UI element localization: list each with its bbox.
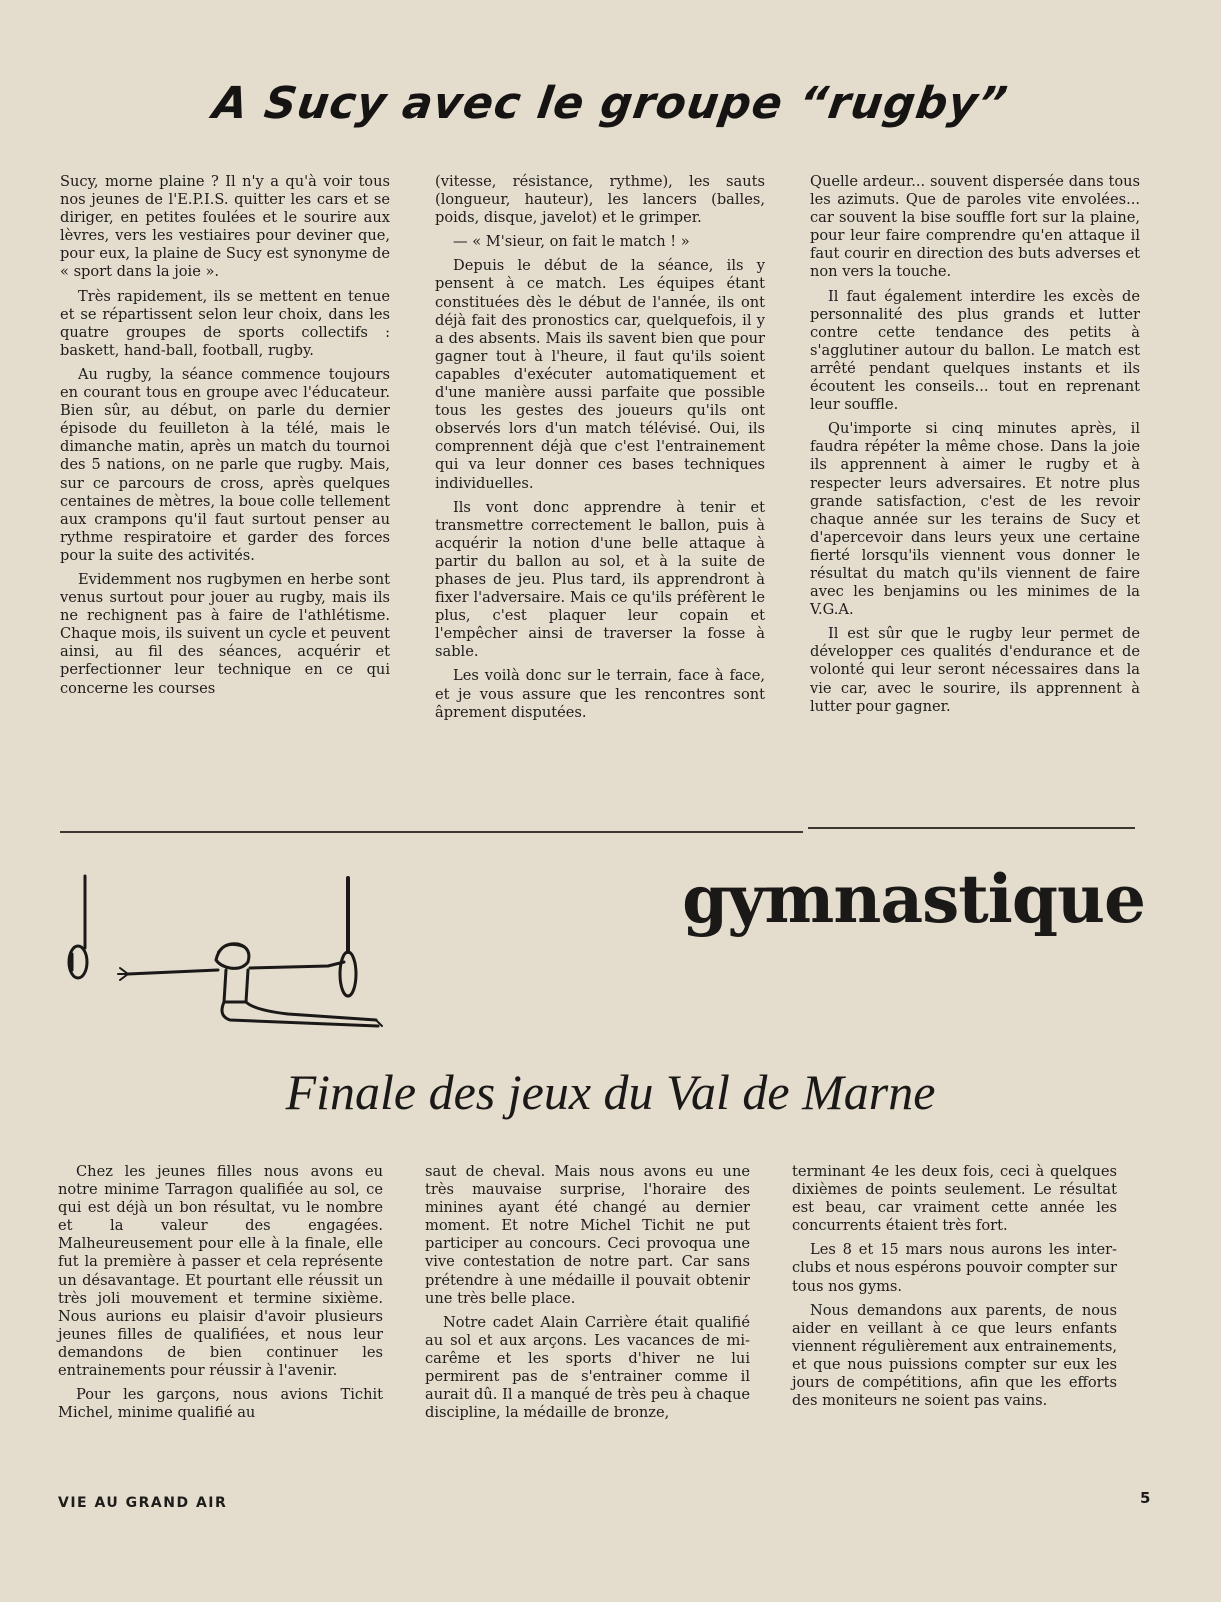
- paragraph: Ils vont donc apprendre à tenir et transmettre correctement le ballon, puis à acquérir la notion d'une belle attaque à partir du ballon au sol, et à la suite de phases de jeu. Plus tard, ils apprendront à fixer l'adversaire. Mais ce qu'ils préfèrent le plus, c'est plaquer leur copain et l'empêcher ainsi de traverser la fosse à sable.: [435, 498, 765, 661]
- paragraph: Pour les garçons, nous avions Tichit Michel, minime qualifié au: [58, 1386, 383, 1422]
- paragraph: Il faut également interdire les excès de personnalité des plus grands et lutter contre cette tendance des petits à s'agglutiner autour du ballon. Le match est arrêté pendant quelques instants et ils écoutent les conseils... tout en reprenant leur souffle.: [810, 287, 1140, 414]
- rugby-title: A Sucy avec le groupe “rugby”: [209, 78, 1012, 129]
- gymnastique-article: [58, 1163, 1153, 1428]
- paragraph: Il est sûr que le rugby leur permet de développer ces qualités d'endurance et de volonté qui leur seront nécessaires dans la vie car, avec le sourire, ils apprennent à lutter pour gagner.: [810, 625, 1140, 715]
- gymnast-rings-icon: [58, 870, 388, 1030]
- rugby-column-2: [435, 173, 765, 728]
- paragraph: Sucy, morne plaine ? Il n'y a qu'à voir tous nos jeunes de l'E.P.I.S. quitter les cars et se diriger, en petites foulées et le sourire aux lèvres, vers les vestiaires pour deviner que, pour eux, la plaine de Sucy est synonyme de « sport dans la joie ».: [60, 173, 390, 281]
- paragraph: Qu'importe si cinq minutes après, il faudra répéter la même chose. Dans la joie ils apprennent à aimer le rugby et à respecter leurs adversaires. Et notre plus grande satisfaction, c'est de les revoir chaque année sur les terains de Sucy et d'apercevoir dans leurs yeux une certaine fierté lorsqu'ils viennent vous donner le résultat du match qu'ils viennent de faire avec les benjamins ou les minimes de la V.G.A.: [810, 420, 1140, 619]
- paragraph: Les 8 et 15 mars nous aurons les inter-clubs et nous espérons pouvoir compter sur tous nos gyms.: [792, 1241, 1117, 1295]
- paragraph: (vitesse, résistance, rythme), les sauts (longueur, hauteur), les lancers (balles, poids, disque, javelot) et le grimper.: [435, 173, 765, 227]
- paragraph: Chez les jeunes filles nous avons eu notre minime Tarragon qualifiée au sol, ce qui est déjà un bon résultat, vu le nombre et la valeur des engagées. Malheureusement pour elle à la finale, elle fut la première à passer et cela représente un désavantage. Et pourtant elle réussit un très joli mouvement et termine sixième. Nous aurions eu plaisir d'avoir plusieurs jeunes filles de qualifiées, et nous leur demandons de bien continuer les entrainements pour réussir à l'avenir.: [58, 1163, 383, 1380]
- paragraph: — « M'sieur, on fait le match ! »: [453, 233, 690, 251]
- paragraph: Les voilà donc sur le terrain, face à face, et je vous assure que les rencontres sont âprement disputées.: [435, 667, 765, 721]
- gym-column-2: [425, 1163, 750, 1428]
- section-divider-right: [808, 827, 1135, 829]
- paragraph: Notre cadet Alain Carrière était qualifié au sol et aux arçons. Les vacances de mi-carême et les sports d'hiver ne lui permirent pas de s'entrainer comme il aurait dû. Il a manqué de très peu à chaque discipline, la médaille de bronze,: [425, 1313, 750, 1422]
- section-divider-left: [60, 831, 803, 833]
- paragraph: Très rapidement, ils se mettent en tenue et se répartissent selon leur choix, dans les quatre groupes de sports collectifs : baskett, hand-ball, football, rugby.: [60, 287, 390, 359]
- page-number: 5: [1140, 1489, 1151, 1507]
- paragraph: terminant 4e les deux fois, ceci à quelques dixièmes de points seulement. Le résultat est beau, car vraiment cette année les concurrents étaient très fort.: [792, 1163, 1117, 1235]
- magazine-name: VIE AU GRAND AIR: [58, 1495, 228, 1511]
- gymnastique-heading: gymnastique: [682, 860, 1145, 938]
- paragraph: Au rugby, la séance commence toujours en courant tous en groupe avec l'éducateur. Bien sûr, au début, on parle du dernier épisode du feuilleton à la télé, mais le dimanche matin, après un match du tournoi des 5 nations, on ne parle que rugby. Mais, sur ce parcours de cross, après quelques centaines de mètres, la boue colle tellement aux crampons qu'il faut surtout penser au rythme respiratoire et garder des forces pour la suite des activités.: [60, 365, 390, 564]
- paragraph: Nous demandons aux parents, de nous aider en veillant à ce que leurs enfants viennent régulièrement aux entrainements, et que nous puissions compter sur eux les jours de compétitions, afin que les efforts des moniteurs ne soient pas vains.: [792, 1301, 1117, 1410]
- rugby-column-1: [60, 173, 390, 728]
- rugby-column-3: [810, 173, 1140, 728]
- paragraph: Evidemment nos rugbymen en herbe sont venus surtout pour jouer au rugby, mais ils ne rechignent pas à faire de l'athlétisme. Chaque mois, ils suivent un cycle et peuvent ainsi, au fil des séances, acquérir et perfectionner leur technique en ce qui concerne les courses: [60, 570, 390, 697]
- gym-column-1: [58, 1163, 383, 1428]
- paragraph: Depuis le début de la séance, ils y pensent à ce match. Les équipes étant constituées dès le début de l'année, ils ont déjà fait des pronostics car, quelquefois, il y a des absents. Mais ils savent bien que pour gagner tout à l'heure, il faut qu'ils soient capables d'exécuter automatiquement et d'une manière aussi parfaite que possible tous les gestes des joueurs qu'ils ont observés lors d'un match télévisé. Oui, ils comprennent déjà que c'est l'entrainement qui va leur donner ces bases techniques individuelles.: [435, 257, 765, 492]
- paragraph: Quelle ardeur... souvent dispersée dans tous les azimuts. Que de paroles vite envolées... car souvent la bise souffle fort sur la plaine, pour leur faire comprendre qu'en attaque il faut courir en direction des buts adverses et non vers la touche.: [810, 173, 1140, 281]
- gym-column-3: [792, 1163, 1117, 1428]
- rugby-article: [60, 173, 1140, 728]
- paragraph: saut de cheval. Mais nous avons eu une très mauvaise surprise, l'horaire des minines ayant été changé au dernier moment. Et notre Michel Tichit ne put participer au concours. Ceci provoqua une vive contestation de notre part. Car sans prétendre à une médaille il pouvait obtenir une très belle place.: [425, 1163, 750, 1307]
- finale-subtitle: Finale des jeux du Val de Marne: [285, 1064, 936, 1120]
